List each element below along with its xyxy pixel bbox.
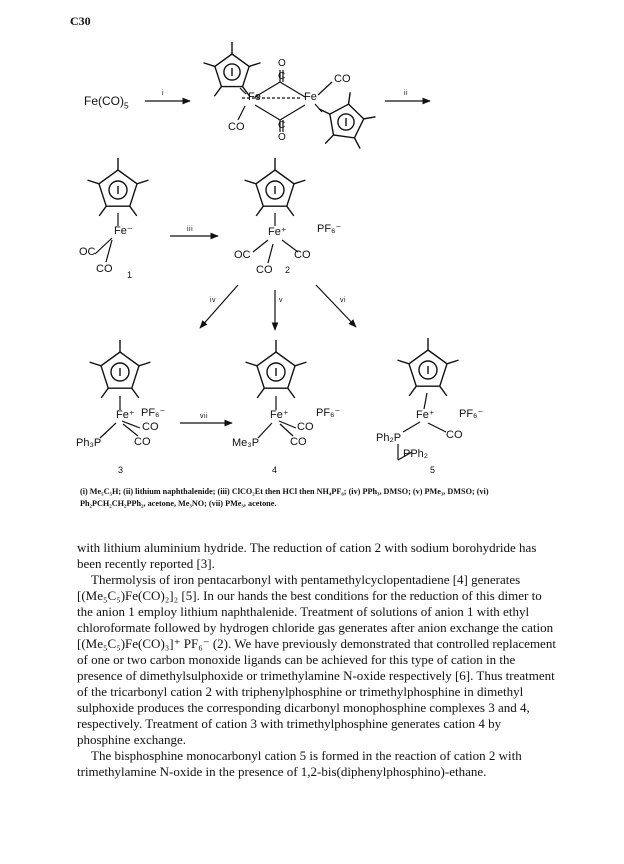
c5-pf6: PF₆⁻ (459, 408, 484, 420)
compound-3-number: 3 (118, 465, 124, 475)
c4-pf6: PF₆⁻ (316, 407, 341, 419)
scheme-caption: (i) Me₅C₅H; (ii) lithium naphthalenide; (iii) ClCO₂Et then HCl then NH₄PF₆; (iv) PPh₃, DMSO; (v) PMe₃, DMSO; (vi) Ph₂PCH₂CH₂PPh₂, acetone, Me₃NO; (vii) PMe₃, acetone. (80, 487, 489, 508)
c3-pph3: Ph₃P (76, 437, 102, 449)
cp-ring-dimer-left (203, 42, 260, 96)
c5-pph2: PPh₂ (403, 448, 429, 460)
c2-co-right: CO (294, 249, 311, 261)
c2-co-bottom: CO (256, 264, 273, 276)
c5-fe: Fe⁺ (416, 409, 435, 421)
reagent-fe-co5: $Fe(CO)_5$ (84, 94, 129, 111)
arrow-iv (200, 285, 238, 328)
arrow-vi (316, 285, 356, 327)
c5-co: CO (446, 429, 463, 441)
paragraph-2: Thermolysis of iron pentacarbonyl with pentamethylcyclopentadiene [4] generates [(Me₅C₅)Fe(CO)₂]₂ [5]. In our hands the best conditions for the reduction of this dimer to the anion 1 employ lithium naphthalenide. Treatment of solutions of anion 1 with ethyl chloroformate followed by hydrogen chloride gas generates after anion exchange the cation [(Me₅C₅)Fe(CO)₃]⁺ PF₆⁻ (2). We have previously demonstrated that controlled replacement of one or two carbon monoxide ligands can be achieved for this type of cation in the presence of dimethylsulphoxide or trimethylamine N-oxide respectively [6]. Thus treatment of the tricarbonyl cation 2 with triphenylphosphine or trimethylphosphine in dimethyl sulphoxide produces the corresponding dicarbonyl monophosphine complexes 3 and 4, respectively. Treatment of cation 3 with trimethylphosphine generates cation 4 by phosphine exchange. (77, 572, 556, 747)
c3-pf6: PF₆⁻ (141, 407, 166, 419)
c2-pf6: PF₆⁻ (317, 223, 342, 235)
body-text (77, 540, 557, 780)
bridge-c-bot: C (278, 120, 286, 131)
step-iii-label: iii (187, 226, 194, 233)
paragraph-3: The bisphosphine monocarbonyl cation 5 is formed in the reaction of cation 2 with trimethylamine N-oxide in the presence of 1,2-bis(diphenylphosphino)-ethane. (77, 748, 522, 779)
c1-fe: Fe⁻ (114, 225, 133, 237)
bridge-o-bot: O (278, 132, 286, 143)
c1-co: CO (96, 263, 113, 275)
c2-oc: OC (234, 249, 251, 261)
c4-co-a: CO (297, 421, 314, 433)
cp-ring-compound-5 (398, 338, 459, 396)
compound-5-number: 5 (430, 465, 436, 475)
page-number: C30 (70, 14, 91, 28)
compound-2-number: 2 (285, 265, 291, 275)
cp-ring-compound-2 (245, 158, 306, 216)
c1-oc: OC (79, 246, 96, 258)
step-v-label: v (279, 297, 283, 304)
step-vii-label: vii (200, 413, 209, 420)
dimer-co-top: CO (334, 73, 351, 85)
bridge-c-top: C (278, 71, 286, 82)
dimer-co-left: CO (228, 121, 245, 133)
bridge-o-top: O (278, 58, 286, 69)
c3-co-b: CO (134, 436, 151, 448)
step-iv-label: iv (210, 297, 217, 304)
cp-ring-compound-3 (90, 340, 151, 398)
c4-co-b: CO (290, 436, 307, 448)
compound-4-number: 4 (272, 465, 278, 475)
c3-fe: Fe⁺ (116, 409, 135, 421)
dimer-fe-right: Fe (304, 91, 317, 103)
cp-ring-dimer-right (319, 92, 376, 148)
step-vi-label: vi (340, 297, 347, 304)
step-ii-label: ii (404, 90, 409, 97)
c2-fe: Fe⁺ (268, 226, 287, 238)
c4-pme3: Me₃P (232, 437, 260, 449)
step-i-label: i (162, 90, 165, 97)
c3-co-a: CO (142, 421, 159, 433)
c5-ph2p: Ph₂P (376, 432, 402, 444)
cp-ring-compound-4 (246, 340, 307, 398)
compound-1-number: 1 (127, 270, 133, 280)
cp-ring-compound-1 (88, 158, 149, 216)
paragraph-1: with lithium aluminium hydride. The reduction of cation 2 with sodium borohydride has been recently reported [3]. (77, 540, 537, 571)
dimer-fe-left: Fe (248, 91, 261, 103)
c4-fe: Fe⁺ (270, 409, 289, 421)
